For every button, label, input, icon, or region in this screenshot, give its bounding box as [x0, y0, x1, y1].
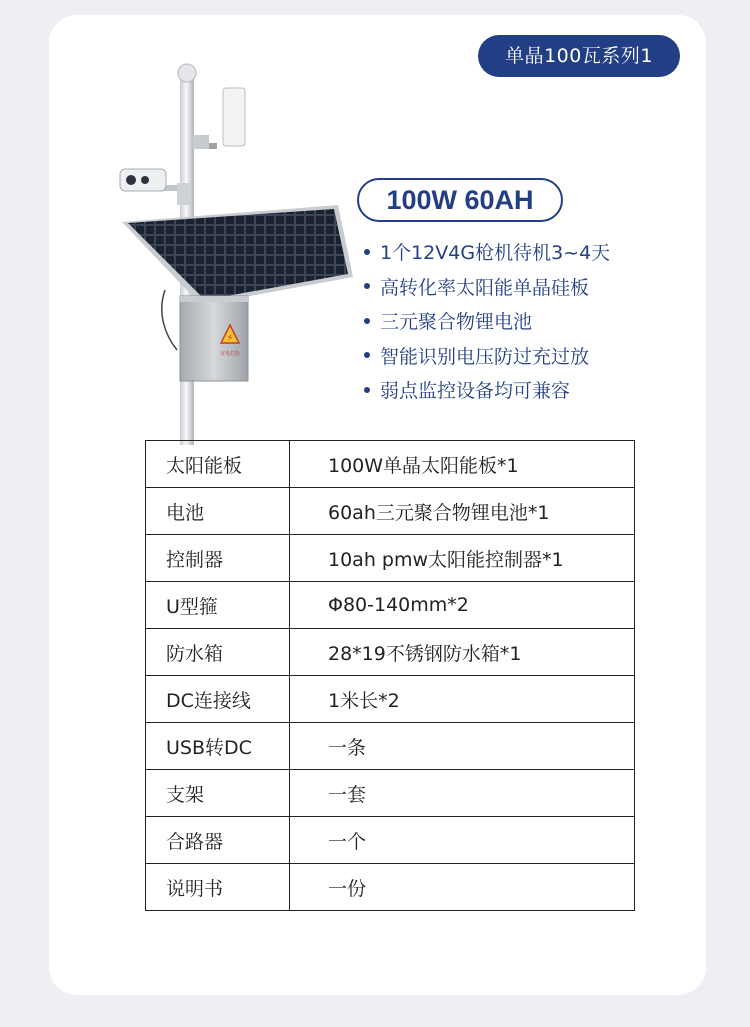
bullet-icon	[364, 387, 370, 393]
svg-text:⚡: ⚡	[226, 333, 234, 344]
feature-text: 高转化率太阳能单晶硅板	[380, 276, 590, 299]
feature-text: 三元聚合物锂电池	[380, 311, 533, 333]
part-name: DC连接线	[146, 676, 290, 723]
antenna-icon	[223, 88, 245, 146]
feature-text: 弱点监控设备均可兼容	[380, 380, 571, 402]
bullet-icon	[364, 318, 370, 324]
part-value: 一份	[290, 864, 635, 911]
bullet-icon	[364, 283, 370, 289]
series-badge: 单晶100瓦系列1	[478, 35, 680, 77]
spec-title: 100W 60AH	[357, 178, 563, 222]
table-row	[146, 535, 635, 582]
part-name: 控制器	[146, 535, 290, 582]
part-name: 合路器	[146, 817, 290, 864]
parts-table	[145, 440, 635, 911]
part-value: 28*19不锈钢防水箱*1	[290, 629, 635, 676]
part-name: 防水箱	[146, 629, 290, 676]
feature-item	[362, 271, 610, 306]
table-row	[146, 629, 635, 676]
feature-text: 1个12V4G枪机待机3~4天	[380, 242, 611, 264]
table-row	[146, 770, 635, 817]
table-row	[146, 582, 635, 629]
part-name: U型箍	[146, 582, 290, 629]
part-value: 一套	[290, 770, 635, 817]
feature-item	[362, 236, 610, 271]
table-row	[146, 488, 635, 535]
table-row	[146, 441, 635, 488]
part-value: 100W单晶太阳能板*1	[290, 441, 635, 488]
part-name: 电池	[146, 488, 290, 535]
feature-text: 智能识别电压防过充过放	[380, 345, 590, 368]
bullet-icon	[364, 352, 370, 358]
table-row	[146, 723, 635, 770]
part-name: 太阳能板	[146, 441, 290, 488]
feature-item	[362, 374, 610, 409]
part-value: 一个	[290, 817, 635, 864]
part-value: 1米长*2	[290, 676, 635, 723]
part-value: 一条	[290, 723, 635, 770]
table-row	[146, 817, 635, 864]
part-name: 支架	[146, 770, 290, 817]
warning-label: 有电危险	[219, 351, 241, 357]
control-box	[180, 296, 248, 381]
part-value: Φ80-140mm*2	[290, 582, 635, 629]
part-name: 说明书	[146, 864, 290, 911]
solar-surveillance-kit-image	[95, 55, 370, 445]
bullet-icon	[364, 249, 370, 255]
feature-item	[362, 305, 610, 340]
feature-list	[362, 236, 610, 409]
part-value: 10ah pmw太阳能控制器*1	[290, 535, 635, 582]
part-name: USB转DC	[146, 723, 290, 770]
table-row	[146, 864, 635, 911]
part-value: 60ah三元聚合物锂电池*1	[290, 488, 635, 535]
table-row	[146, 676, 635, 723]
feature-item	[362, 340, 610, 375]
